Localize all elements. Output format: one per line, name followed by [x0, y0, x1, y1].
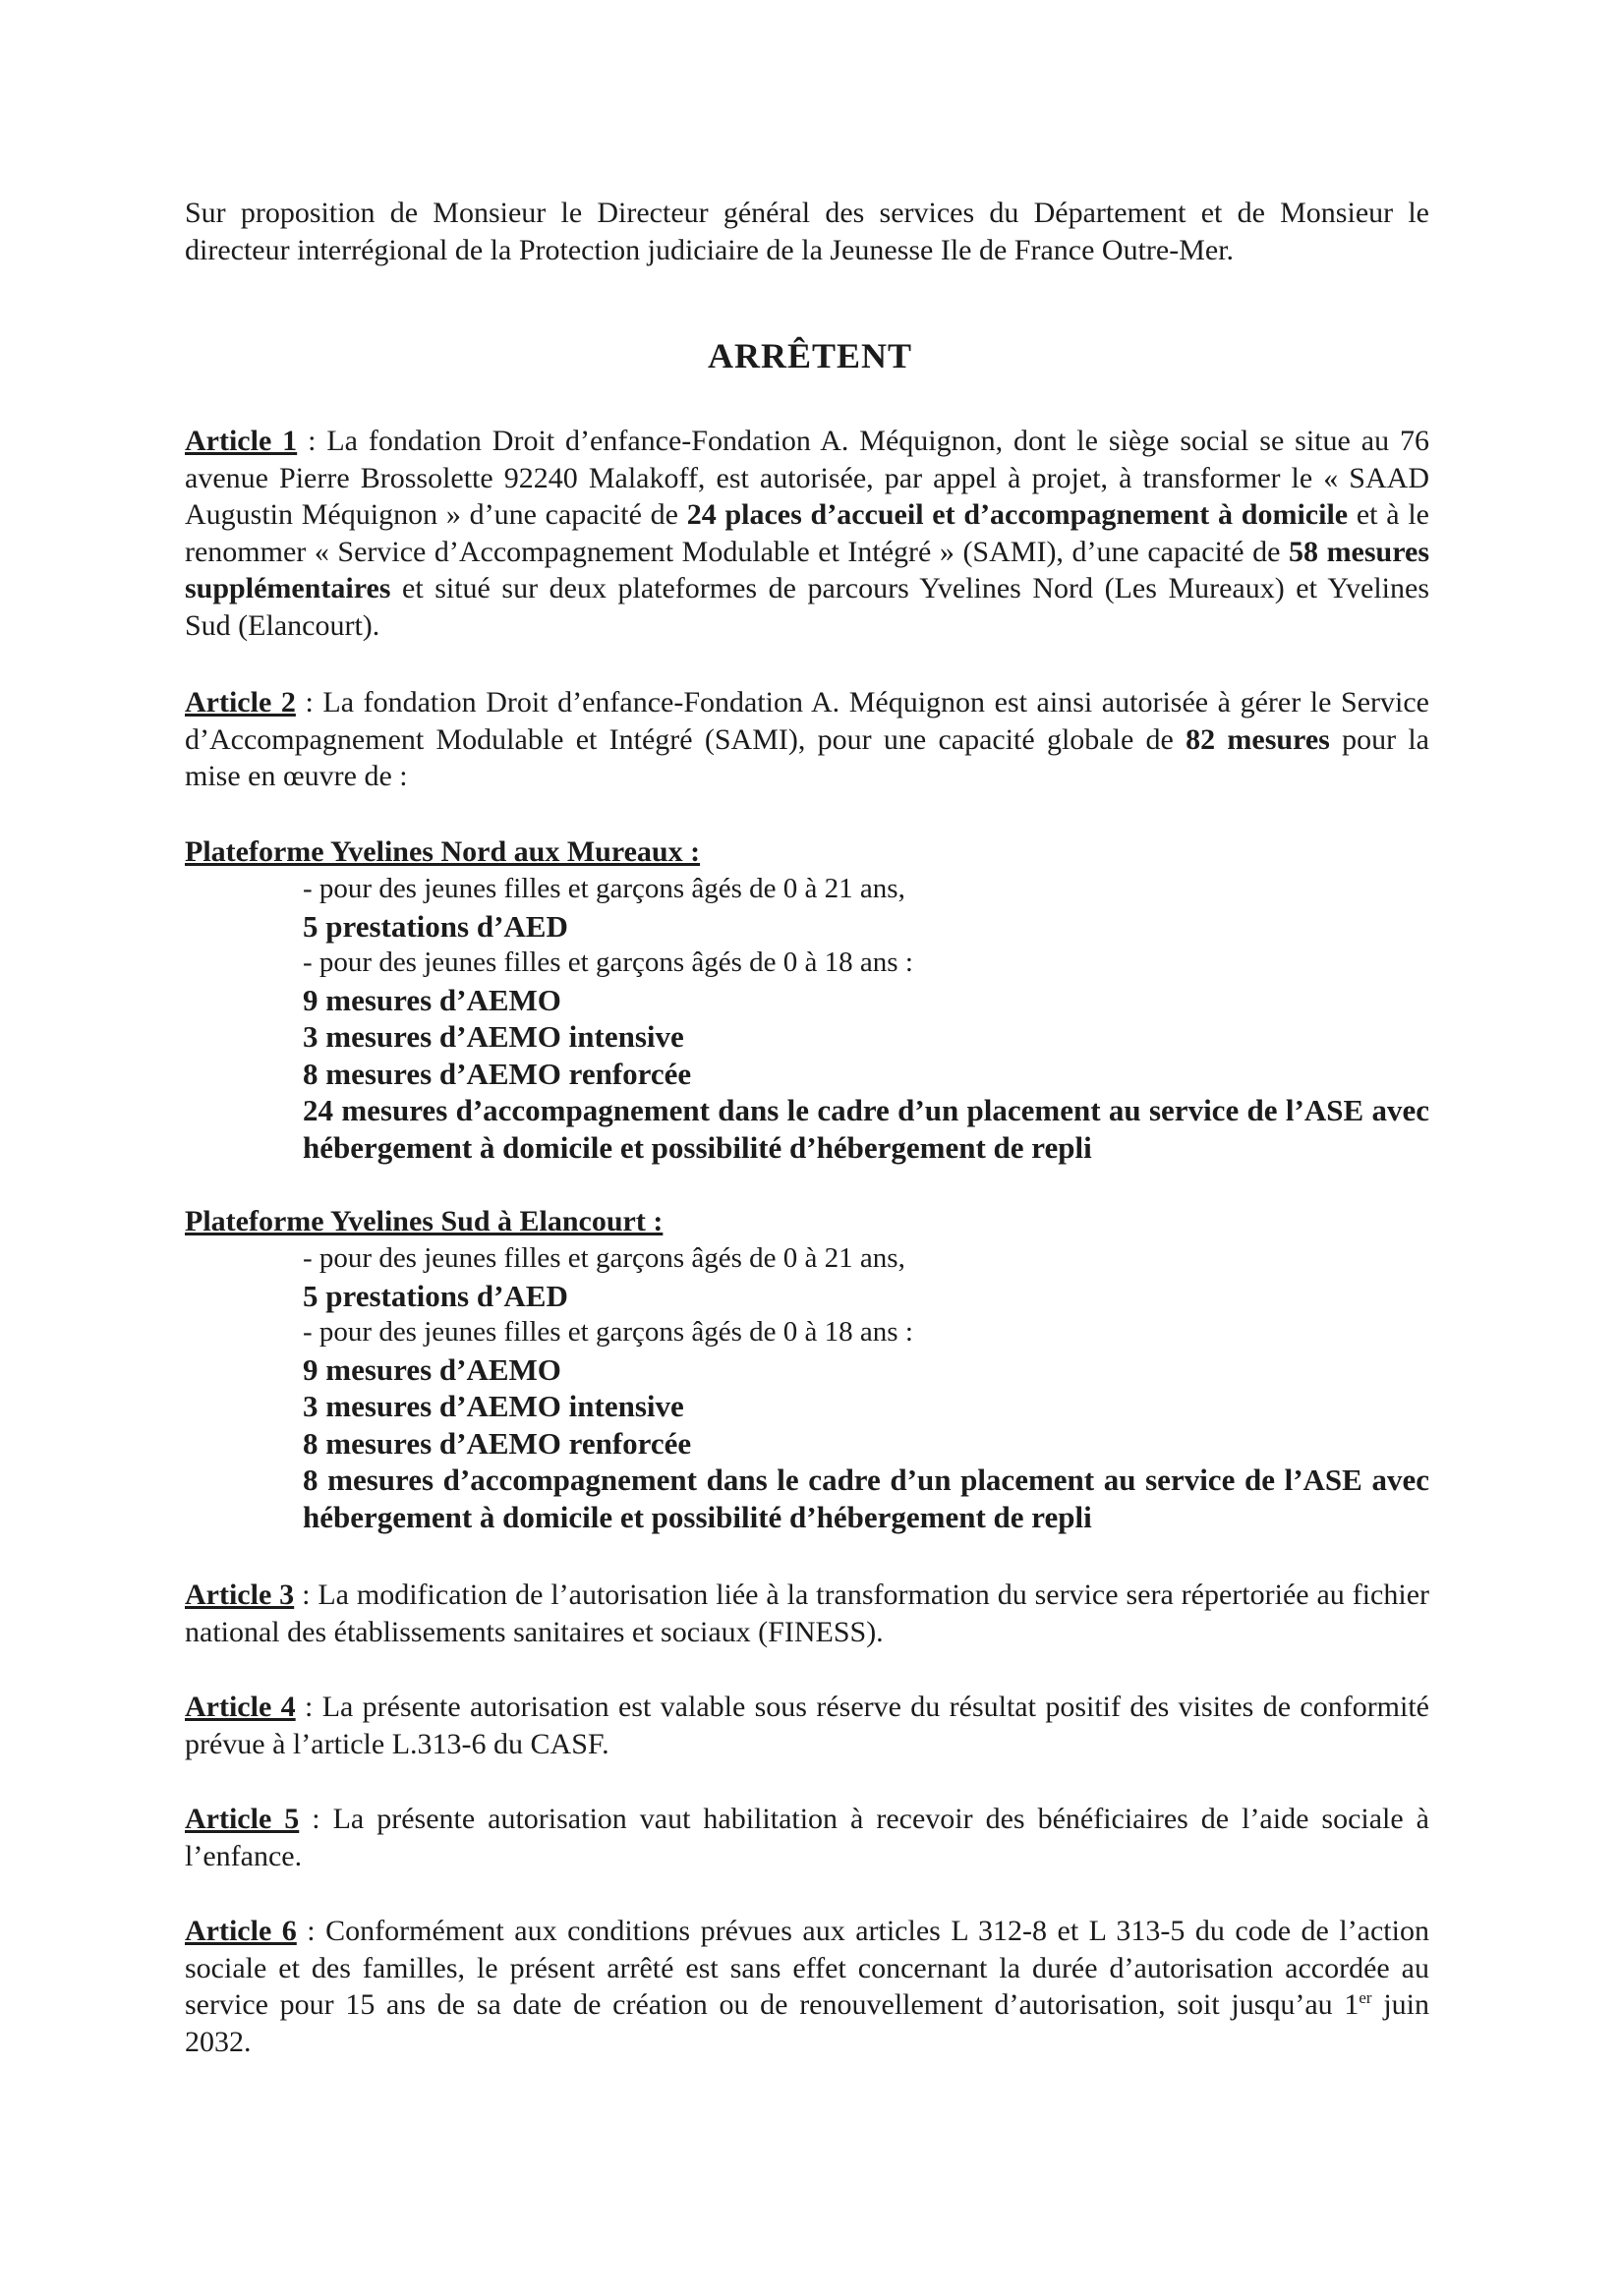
- nord-aed: 5 prestations d’AED: [303, 908, 568, 944]
- sud-age-21: - pour des jeunes filles et garçons âgés de 0 à 21 ans,: [303, 1242, 905, 1274]
- article-1-label: Article 1: [185, 425, 298, 457]
- article-2: [185, 684, 1429, 795]
- article-6-label: Article 6: [185, 1915, 297, 1947]
- sud-aemo-renforcee: 8 mesures d’AEMO renforcée: [303, 1425, 692, 1461]
- plateforme-sud-heading: Plateforme Yvelines Sud à Elancourt :: [185, 1205, 664, 1237]
- intro-text: Sur proposition de Monsieur le Directeur général des services du Département et de Monsieur le directeur interrégional de la Protection judiciaire de la Jeunesse Ile de France Outre-Mer.: [185, 197, 1429, 266]
- article-3-text: Article 3 : La modification de l’autorisation liée à la transformation du service sera répertoriée au fichier national des établissements sanitaires et sociaux (FINESS).: [185, 1578, 1429, 1648]
- plateforme-nord-list: [303, 871, 1429, 1166]
- article-2-text: Article 2 : La fondation Droit d’enfance-Fondation A. Méquignon est ainsi autorisée à gérer le Service d’Accompagnement Modulable et Intégré (SAMI), pour une capacité globale de 82 mesures pour la mise en œuvre de :: [185, 686, 1429, 792]
- plateforme-sud-list: [303, 1240, 1429, 1535]
- sud-aed: 5 prestations d’AED: [303, 1278, 568, 1313]
- nord-aemo: 9 mesures d’AEMO: [303, 982, 561, 1017]
- article-1: [185, 423, 1429, 644]
- nord-age-18: - pour des jeunes filles et garçons âgés de 0 à 18 ans :: [303, 947, 913, 978]
- article-3: [185, 1577, 1429, 1650]
- plateforme-nord-heading: Plateforme Yvelines Nord aux Mureaux :: [185, 835, 701, 868]
- article-5: [185, 1801, 1429, 1874]
- article-5-text: Article 5 : La présente autorisation vaut habilitation à recevoir des bénéficiaires de l’aide sociale à l’enfance.: [185, 1803, 1429, 1872]
- intro-paragraph: [185, 195, 1429, 268]
- article-4: [185, 1689, 1429, 1762]
- sud-age-18: - pour des jeunes filles et garçons âgés de 0 à 18 ans :: [303, 1316, 913, 1348]
- article-4-label: Article 4: [185, 1691, 296, 1723]
- article-6: [185, 1913, 1429, 2060]
- nord-aemo-intensive: 3 mesures d’AEMO intensive: [303, 1019, 684, 1054]
- article-5-label: Article 5: [185, 1803, 300, 1835]
- nord-age-21: - pour des jeunes filles et garçons âgés de 0 à 21 ans,: [303, 873, 905, 904]
- sud-placement: 8 mesures d’accompagnement dans le cadre d’un placement au service de l’ASE avec hébergement à domicile et possibilité d’hébergement de repli: [303, 1463, 1429, 1534]
- nord-aemo-renforcee: 8 mesures d’AEMO renforcée: [303, 1056, 692, 1091]
- article-6-text: Article 6 : Conformément aux conditions prévues aux articles L 312-8 et L 313-5 du code de l’action sociale et des familles, le présent arrêté est sans effet concernant la durée d’autorisation accordée au service pour 15 ans de sa date de création ou de renouvellement d’autorisation, soit jusqu’au 1er juin 2032.: [185, 1915, 1429, 2058]
- sud-aemo: 9 mesures d’AEMO: [303, 1351, 561, 1387]
- article-3-label: Article 3: [185, 1578, 295, 1611]
- nord-placement: 24 mesures d’accompagnement dans le cadre d’un placement au service de l’ASE avec hébergement à domicile et possibilité d’hébergement de repli: [303, 1093, 1429, 1165]
- page-title: ARRÊTENT: [707, 336, 913, 375]
- article-4-text: Article 4 : La présente autorisation est valable sous réserve du résultat positif des visites de conformité prévue à l’article L.313-6 du CASF.: [185, 1691, 1429, 1760]
- sud-aemo-intensive: 3 mesures d’AEMO intensive: [303, 1389, 684, 1423]
- article-1-text: Article 1 : La fondation Droit d’enfance-Fondation A. Méquignon, dont le siège social se situe au 76 avenue Pierre Brossolette 92240 Malakoff, est autorisée, par appel à projet, à transformer le « SAAD Augustin Méquignon » d’une capacité de 24 places d’accueil et d’accompagnement à domicile et à le renommer « Service d’Accompagnement Modulable et Intégré » (SAMI), d’une capacité de 58 mesures supplémentaires et situé sur deux plateformes de parcours Yvelines Nord (Les Mureaux) et Yvelines Sud (Elancourt).: [185, 425, 1429, 642]
- article-2-label: Article 2: [185, 686, 296, 718]
